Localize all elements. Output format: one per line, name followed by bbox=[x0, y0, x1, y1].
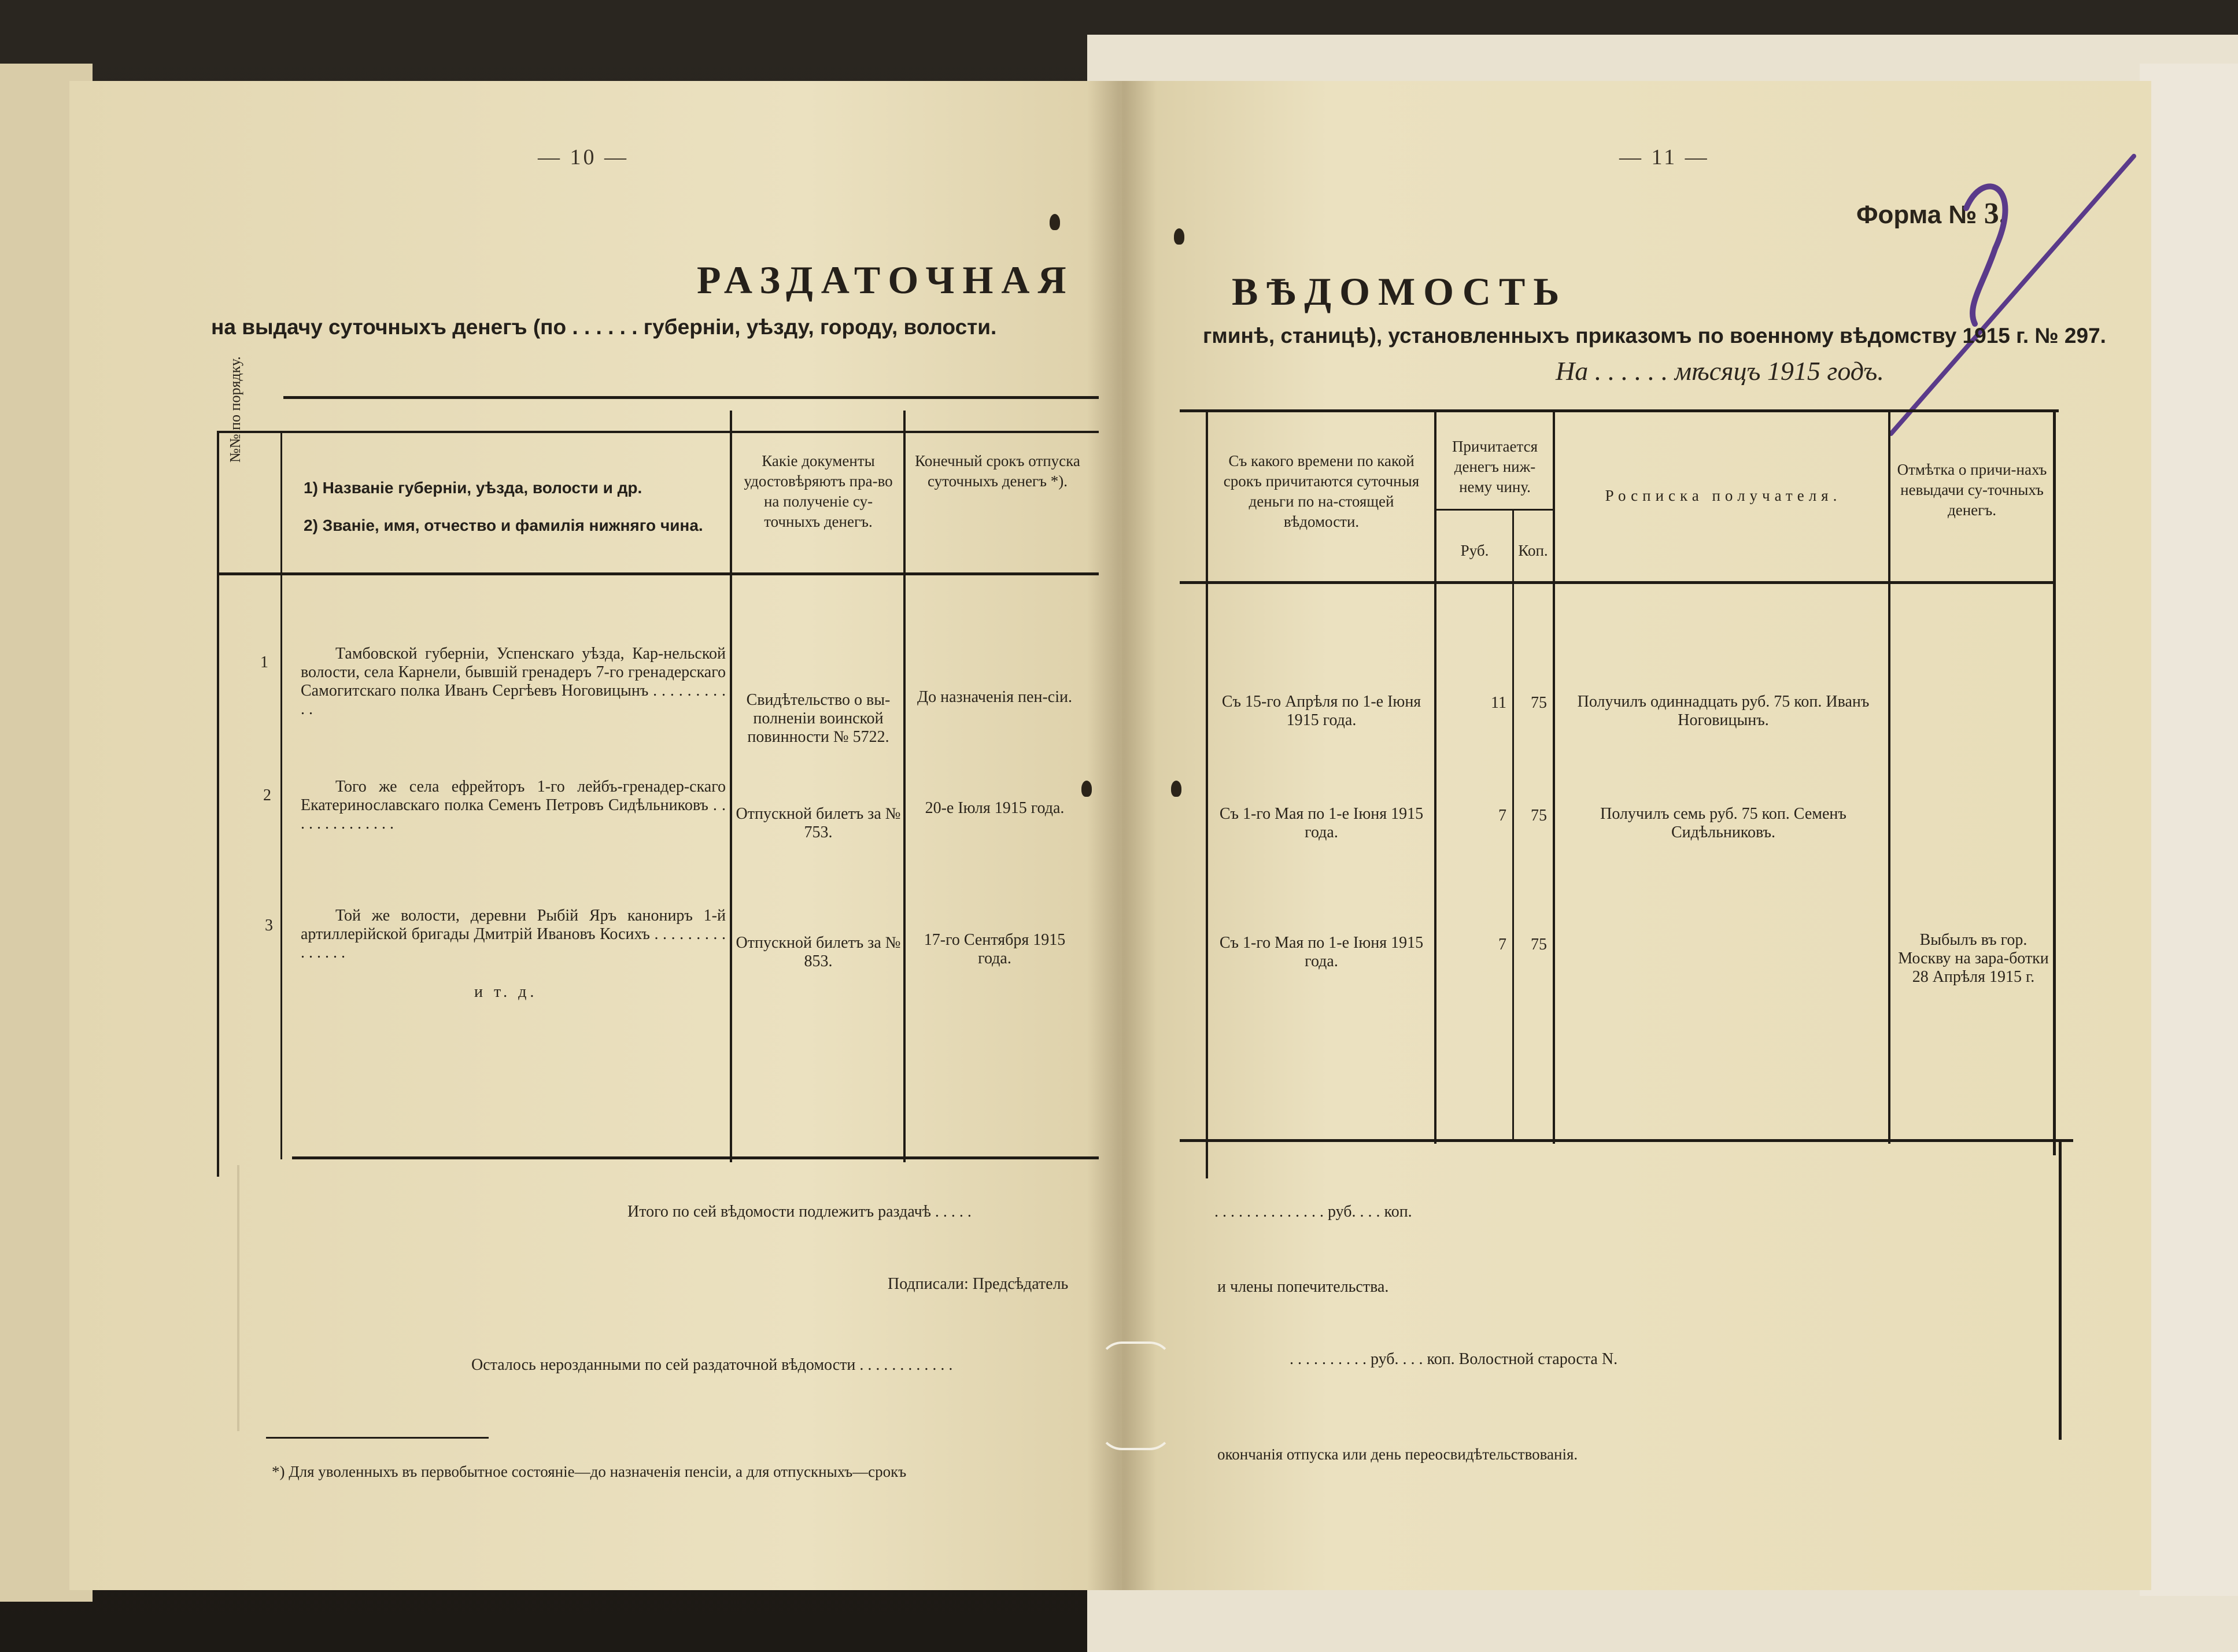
row-3-note: Выбылъ въ гор. Москву на зара-ботки 28 Апрѣля 1915 г. bbox=[1898, 931, 2049, 986]
table-rule bbox=[1180, 581, 2056, 584]
row-1-since: Съ 15-го Апрѣля по 1-е Іюня 1915 года. bbox=[1221, 693, 1421, 729]
header-name-1: 1) Названіе губерніи, уѣзда, волости и др. bbox=[304, 479, 642, 497]
table-rule bbox=[1888, 409, 1890, 1144]
remaining-left: Осталось нерозданными по сей раздаточной вѣдомости . . . . . . . . . . . . bbox=[471, 1356, 953, 1374]
table-rule-bottom-left bbox=[292, 1156, 1099, 1159]
remaining-right: . . . . . . . . . . руб. . . . коп. Волостной староста N. bbox=[1290, 1350, 1618, 1368]
header-receipt: Росписка получателя. bbox=[1605, 487, 1842, 504]
handwritten-mark bbox=[1851, 133, 2151, 457]
table-rule bbox=[1434, 509, 1553, 511]
row-1-rub: 11 bbox=[1491, 694, 1506, 712]
left-page-number: — 10 — bbox=[538, 145, 629, 169]
header-no: №№ по порядку. bbox=[227, 356, 243, 463]
subtitle-right: гминѣ, станицѣ), установленныхъ приказомъ по военному вѣдомству 1915 г. № 297. bbox=[1203, 324, 2106, 348]
table-etc: и т. д. bbox=[474, 983, 538, 1001]
header-docs: Какіе документы удостовѣряютъ пра-во на полученіе су-точныхъ денегъ. bbox=[744, 452, 893, 530]
row-1-receipt: Получилъ одиннадцать руб. 75 коп. Иванъ Ноговицынъ. bbox=[1577, 693, 1870, 729]
row-1-docs: Свидѣтельство о вы-полненіи воинской повинности № 5722. bbox=[746, 691, 891, 746]
row-3-kop: 75 bbox=[1531, 936, 1547, 953]
title-left-part: РАЗДАТОЧНАЯ bbox=[697, 258, 1074, 302]
form-label-text: Форма № bbox=[1856, 201, 1977, 229]
header-rub: Руб. bbox=[1460, 542, 1489, 559]
row-1-kop: 75 bbox=[1531, 694, 1547, 712]
table-rule-top-left bbox=[283, 396, 1099, 399]
footnote-right: окончанія отпуска или день переосвидѣтельствованія. bbox=[1217, 1446, 1578, 1463]
title-right-part: ВѢДОМОСТЬ bbox=[1232, 269, 1568, 313]
total-left: Итого по сей вѣдомости подлежитъ раздачѣ . . . . . bbox=[627, 1203, 972, 1221]
row-2-kop: 75 bbox=[1531, 807, 1547, 825]
header-kop: Коп. bbox=[1518, 542, 1548, 559]
table-rule bbox=[1512, 509, 1514, 1142]
subtitle-left: на выдачу суточныхъ денегъ (по . . . . . . губерніи, уѣзду, городу, волости. bbox=[211, 315, 997, 339]
form-number: 3. bbox=[1984, 197, 2007, 230]
table-rule bbox=[217, 572, 1099, 575]
table-rule-faint bbox=[237, 1165, 239, 1431]
table-rule bbox=[1206, 409, 1208, 1178]
row-1-name: Тамбовской губерніи, Успенскаго уѣзда, Кар-нельской волости, села Карнели, бывшій гренадеръ 7-го гренадерскаго Самогитскаго полка Иванъ Сергѣевъ Ноговицынъ . . . . . . . . . . . bbox=[301, 645, 726, 718]
row-2-since: Съ 1-го Мая по 1-е Іюня 1915 года. bbox=[1219, 805, 1424, 841]
month-line: На . . . . . . мѣсяцъ 1915 годъ. bbox=[1556, 356, 1884, 386]
underlying-paper-right bbox=[2140, 64, 2238, 1596]
row-3-since: Съ 1-го Мая по 1-е Іюня 1915 года. bbox=[1219, 934, 1424, 970]
right-page-number: — 11 — bbox=[1619, 145, 1709, 169]
header-term: Конечный срокъ отпуска суточныхъ денегъ *). bbox=[915, 452, 1080, 490]
table-rule bbox=[280, 431, 282, 1159]
row-3-number: 3 bbox=[265, 916, 273, 934]
total-right: . . . . . . . . . . . . . . руб. . . . коп. bbox=[1214, 1203, 1412, 1221]
row-2-receipt: Получилъ семь руб. 75 коп. Семенъ Сидѣльниковъ. bbox=[1600, 805, 1846, 841]
table-rule bbox=[217, 431, 1099, 433]
header-name-2: 2) Званіе, имя, отчество и фамилія нижняго чина. bbox=[304, 516, 703, 534]
header-due: Причитается денегъ ниж-нему чину. bbox=[1452, 438, 1538, 496]
table-rule bbox=[730, 411, 732, 1162]
row-3-term: 17-го Сентября 1915 года. bbox=[924, 931, 1066, 967]
signed-right: и члены попечительства. bbox=[1217, 1278, 1389, 1296]
row-2-number: 2 bbox=[263, 786, 271, 804]
binding-hole bbox=[1081, 781, 1092, 797]
table-rule bbox=[1434, 409, 1436, 1144]
binding-hole bbox=[1171, 781, 1181, 797]
header-note: Отмѣтка о причи-нахъ невыдачи су-точныхъ денегъ. bbox=[1897, 461, 2047, 519]
binding-hole bbox=[1050, 214, 1060, 230]
row-2-term: 20-е Іюля 1915 года. bbox=[925, 799, 1065, 817]
table-rule bbox=[2059, 1139, 2062, 1440]
row-2-name: Того же села ефрейторъ 1-го лейбъ-гренадер-скаго Екатеринославскаго полка Семенъ Петровъ Сидѣльниковъ . . . . . . . . . . . . . . bbox=[301, 778, 726, 833]
table-rule bbox=[903, 411, 906, 1162]
row-3-rub: 7 bbox=[1498, 936, 1506, 953]
header-since: Съ какого времени по какой срокъ причитаются суточныя деньги по на-стоящей вѣдомости. bbox=[1223, 452, 1420, 530]
binding-hole bbox=[1174, 228, 1184, 245]
row-1-number: 1 bbox=[260, 653, 268, 671]
footnote-left: *) Для уволенныхъ въ первобытное состояніе—до назначенія пенсіи, а для отпускныхъ—срокъ bbox=[272, 1463, 907, 1480]
table-rule-bottom-right bbox=[1180, 1139, 2073, 1142]
row-2-rub: 7 bbox=[1498, 807, 1506, 825]
table-rule-top-right bbox=[1180, 409, 2059, 412]
signed-left: Подписали: Предсѣдатель bbox=[888, 1275, 1069, 1293]
row-1-term: До назначенія пен-сіи. bbox=[917, 688, 1072, 706]
row-3-docs: Отпускной билетъ за № 853. bbox=[736, 934, 901, 970]
row-3-name: Той же волости, деревни Рыбій Яръ канониръ 1-й артиллерійской бригады Дмитрій Ивановъ Косихъ . . . . . . . . . . . . . . . bbox=[301, 907, 726, 962]
table-rule bbox=[1553, 409, 1555, 1144]
table-rule bbox=[2053, 409, 2056, 1155]
footnote-rule bbox=[266, 1437, 489, 1439]
row-2-docs: Отпускной билетъ за № 753. bbox=[736, 805, 901, 841]
table-rule bbox=[217, 431, 219, 1177]
binding-thread bbox=[1099, 1341, 1173, 1450]
